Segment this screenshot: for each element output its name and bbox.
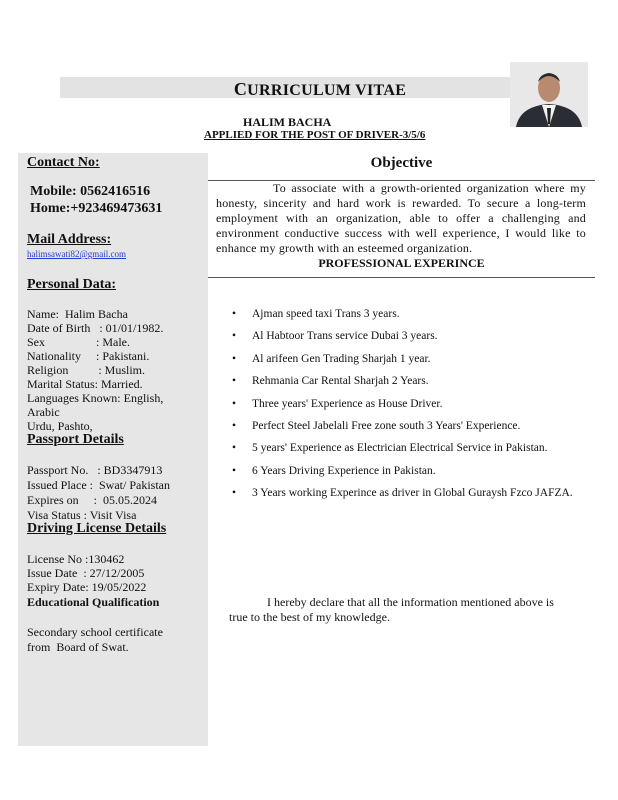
passport-line: Visa Status : Visit Visa — [27, 508, 137, 522]
personal-heading: Personal Data: — [27, 277, 117, 292]
title-initial: C — [233, 79, 248, 99]
profile-photo — [510, 62, 588, 127]
list-item: • 5 years' Experience as Electrician Electrical Service in Pakistan. — [230, 437, 552, 459]
license-line: Expiry Date: 19/05/2022 — [27, 580, 147, 594]
personal-line: Languages Known: English, — [27, 391, 164, 405]
declaration: I hereby declare that all the information mentioned above is true to the best of my knowledge. — [229, 595, 554, 624]
list-item: • Perfect Steel Jabelali Free zone south 3 Years' Experience. — [230, 415, 590, 437]
education-line: Secondary school certificate — [27, 625, 163, 639]
personal-data — [27, 293, 163, 447]
email-link[interactable]: halimsawati82@gmail.com — [27, 249, 127, 259]
applied-post: APPLIED FOR THE POST OF DRIVER-3/5/6 — [204, 129, 426, 141]
education-data — [27, 610, 163, 670]
list-item: • Rehmania Car Rental Sharjah 2 Years. — [230, 370, 590, 392]
license-line: License No :130462 — [27, 552, 125, 566]
passport-line: Passport No. : BD3347913 — [27, 463, 163, 477]
passport-line: Issued Place : Swat/ Pakistan — [27, 478, 170, 492]
passport-line: Expires on : 05.05.2024 — [27, 493, 157, 507]
personal-line: Arabic — [27, 405, 60, 419]
home-number: Home:+923469473631 — [30, 201, 163, 216]
list-item: • Three years' Experience as House Driver. — [230, 393, 590, 415]
list-item: • 6 Years Driving Experience in Pakistan. — [230, 460, 590, 482]
passport-heading: Passport Details — [27, 432, 124, 447]
list-item: • 3 Years working Experince as driver in Global Guraysh Fzco JAFZA. — [230, 482, 582, 504]
divider — [208, 277, 595, 278]
list-item: • Al arifeen Gen Trading Sharjah 1 year. — [230, 348, 590, 370]
license-line: Issue Date : 27/12/2005 — [27, 566, 145, 580]
objective-heading: Objective — [370, 155, 433, 171]
list-item: • Al Habtoor Trans service Dubai 3 years. — [230, 325, 590, 347]
education-heading: Educational Qualification — [27, 595, 160, 609]
personal-line: Name: Halim Bacha — [27, 307, 128, 321]
sidebar — [18, 153, 208, 746]
list-item: • Ajman speed taxi Trans 3 years. — [230, 303, 590, 325]
personal-line: Date of Birth : 01/01/1982. — [27, 321, 164, 335]
experience-heading: PROFESSIONAL EXPERINCE — [318, 256, 485, 270]
mail-heading: Mail Address: — [27, 232, 112, 247]
personal-line: Nationality : Pakistani. — [27, 349, 150, 363]
personal-line: Marital Status: Married. — [27, 377, 143, 391]
objective-text — [216, 181, 586, 256]
contact-heading: Contact No: — [27, 155, 100, 170]
personal-line: Religion : Muslim. — [27, 363, 146, 377]
candidate-name: HALIM BACHA — [243, 115, 332, 129]
personal-line: Sex : Male. — [27, 335, 130, 349]
mobile-number: Mobile: 0562416516 — [30, 184, 151, 199]
education-line: from Board of Swat. — [27, 640, 129, 654]
title-rest: URRICULUM VITAE — [247, 82, 407, 99]
personal-line: Urdu, Pashto, — [27, 419, 93, 433]
objective-body: To associate with a growth-oriented organization where my honesty, sincerity and hard work is rewarded. To secure a long-term employment with an organization, able to offer a challenging and environment conductive success with well experience, I would like to enhance my growth with an esteemed organization. — [216, 181, 586, 255]
page-title — [60, 79, 580, 100]
license-heading: Driving License Details — [27, 521, 167, 536]
experience-list — [230, 303, 590, 505]
